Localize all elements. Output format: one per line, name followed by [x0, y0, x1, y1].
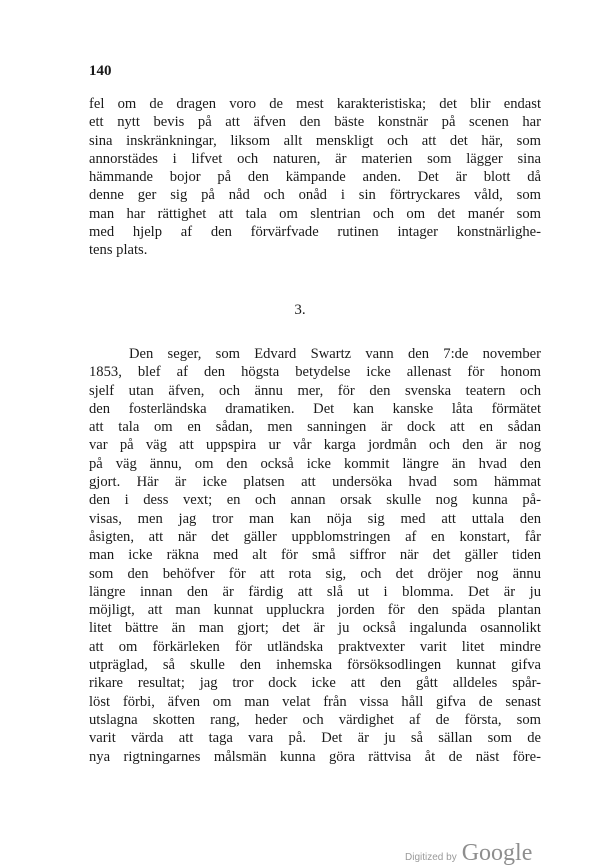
- text-line: ett nytt bevis på att äfven den bäste konstnär på scenen har: [89, 114, 541, 131]
- text-line: längre innan den är färdig att slå ut i blomma. Det är ju: [89, 583, 541, 600]
- text-line: annorstädes i lifvet och naturen, är materien som lägger sina: [89, 150, 541, 167]
- text-line: hämmande bojor på den kämpande anden. Det är blott då: [89, 169, 541, 186]
- text-line: litet bättre än man gjort; det är ju också ingalunda osannolikt: [89, 620, 541, 637]
- text-line: löst förbi, äfven om man velat från vissa håll gifva de senast: [89, 693, 541, 710]
- text-line: denne ger sig på nåd och onåd i sin förtryckares våld, som: [89, 187, 541, 204]
- text-line: varit värda att taga vara på. Det är ju så sällan som de: [89, 730, 541, 747]
- text-line: nya rigtningarnes målsmän kunna göra rättvisa åt de näst före-: [89, 748, 541, 765]
- page-number: 140: [89, 63, 112, 79]
- paragraph-1: [89, 95, 541, 260]
- paragraph-2: [89, 345, 541, 766]
- text-line: man icke räkna med alt för små siffror när det gäller tiden: [89, 547, 541, 564]
- text-line: att om förkärleken för utländska praktvexter varit litet mindre: [89, 638, 541, 655]
- text-line: gjort. Här är icke platsen att undersöka hvad som hämmat: [89, 474, 541, 491]
- text-line: möjligt, att man kunnat uppluckra jorden för den späda plantan: [89, 602, 541, 619]
- text-line: att tala om en sådan, men sanningen är dock att en sådan: [89, 419, 541, 436]
- text-line: man har rättighet att tala om slentrian och om det manér som: [89, 205, 541, 222]
- text-line: fel om de dragen voro de mest karakteristiska; det blir endast: [89, 96, 541, 112]
- text-line: den fosterländska dramatiken. Det kan kanske låta förmätet: [89, 400, 541, 417]
- text-line: den i dess vext; en och annan orsak skulle nog kunna på-: [89, 492, 541, 509]
- text-line: 1853, blef af den högsta betydelse icke allenast för honom: [89, 364, 541, 381]
- digitized-by-google-watermark: [405, 840, 532, 867]
- text-line: åsigten, att när det gäller uppblomstringen af en konstart, får: [89, 528, 541, 545]
- text-line: sina inskränkningar, liksom allt menskligt och att det här, som: [89, 132, 541, 149]
- text-line: utpräglad, så skulle den inhemska försöksodlingen kunnat gifva: [89, 657, 541, 674]
- text-line: rikare resultat; jag tror dock icke att den gått alldeles spår-: [89, 675, 541, 692]
- google-logo: Google: [461, 840, 533, 866]
- digitized-by-label: Digitized by: [405, 852, 457, 863]
- text-line: på väg ännu, om den också icke kommit längre än hvad den: [89, 455, 541, 472]
- text-line: Den seger, som Edvard Swartz vann den 7:de november: [129, 346, 541, 362]
- text-line: utslagna skotten rang, heder och värdighet af de första, som: [89, 711, 541, 728]
- section-number: 3.: [294, 302, 306, 318]
- text-line: visas, men jag tror man kan nöja sig med att uttala den: [89, 510, 541, 527]
- text-line: sjelf utan äfven, och ännu mer, för den svenska teatern och: [89, 382, 541, 399]
- text-line: tens plats.: [89, 242, 148, 259]
- text-line: med hjelp af den förvärfvade rutinen intager konstnärlighe-: [89, 224, 541, 241]
- text-line: var på väg att uppspira ur vår karga jordmån och den är nog: [89, 437, 541, 454]
- text-line: som den behöfver för att rota sig, och det dröjer nog ännu: [89, 565, 541, 582]
